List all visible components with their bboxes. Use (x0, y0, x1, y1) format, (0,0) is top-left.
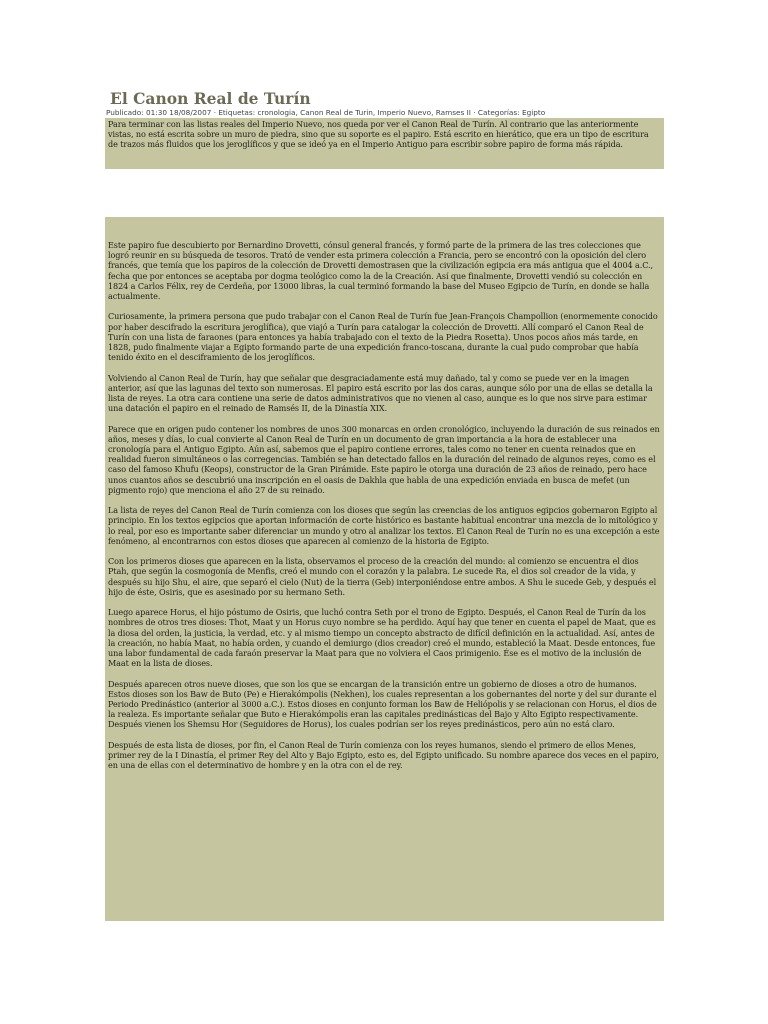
published-value: 01:30 18/08/2007 (145, 108, 212, 117)
paragraph: La lista de reyes del Canon Real de Turín comienza con los dioses que según las creencias de los antiguos egipcios gobernaron Egipto al principio. En los textos egipcios que aportan información de corte histórico es bastante habitual encontrar una mezcla de lo mitológico y lo real, por eso es importante saber diferenciar un mundo y otro al analizar los textos. El Canon Real de Turín no es una excepción a este fenómeno, al encontrarnos con estos dioses que aparecen al comienzo de la historia de Egipto. (108, 505, 660, 546)
paragraph: Parece que en origen pudo contener los nombres de unos 300 monarcas en orden cronológico, incluyendo la duración de sus reinados en años, meses y días, lo cual convierte al Canon Real de Turín en un documento de gran importancia a la hora de establecer una cronología para el Antiguo Egipto. Aún así, sabemos que el papiro contiene errores, tales como no tener en cuenta reinados que en realidad fueron simultáneos o las corregencias. También se han detectado fallos en la duración del reinado de algunos reyes, como es el caso del famoso Khufu (Keops), constructor de la Gran Pirámide. Este papiro le otorga una duración de 23 años de reinado, pero hace unos cuantos años se descubrió una inscripción en el oasis de Dakhla que habla de una expedición enviada en busca de mefet (un pigmento rojo) que menciona el año 27 de su reinado. (108, 423, 660, 495)
paragraph: Volviendo al Canon Real de Turín, hay que señalar que desgraciadamente está muy dañado, tal y como se puede ver en la imagen anterior, así que las lagunas del texto son numerosas. El papiro está escrito por las dos caras, aunque sólo por una de ellas se detalla la lista de reyes. La otra cara contiene una serie de datos administrativos que no vienen al caso, aunque es lo que nos sirve para estimar una datación el papiro en el reinado de Ramsés II, de la Dinastía XIX. (108, 372, 653, 414)
paragraph: Con los primeros dioses que aparecen en la lista, observamos el proceso de la creación del mundo: al comienzo se encuentra el dios Ptah, que según la cosmogonía de Menfis, creó el mundo con el corazón y la palabra. Le sucede Ra, el dios sol creador de la vida, y después su hijo Shu, el aire, que separó el cielo (Nut) de la tierra (Geb) interponiéndose entre ambos. A Shu le sucede Geb, y después el hijo de éste, Osiris, que es asesinado por su hermano Seth. (108, 556, 657, 597)
published-label: Publicado: (106, 108, 144, 117)
article-text (105, 217, 664, 770)
paragraph: Después de esta lista de dioses, por fin, el Canon Real de Turín comienza con los reyes humanos, siendo el primero de ellos Menes, primer rey de la I Dinastía, el primer Rey del Alto y Bajo Egipto, esto es, del Egipto unificado. Su nombre aparece dos veces en el papiro, en una de ellas con el determinativo de hombre y en la otra con el de rey. (108, 739, 659, 771)
page-title: El Canon Real de Turín (110, 89, 311, 108)
tags-label: · Etiquetas: (213, 108, 256, 117)
intro-text: Para terminar con las listas reales del Imperio Nuevo, nos queda por ver el Canon Real de Turín. Al contrario que las anteriormente vistas, no está escrita sobre un muro de piedra, sino que su soporte es el papiro. Está escrito en hierático, que era un tipo de escritura de trazos más fluidos que los jeroglíficos y que se ideó ya en el Imperio Antiguo para escribir sobre papiro de forma más rápida. (108, 119, 649, 150)
category-link[interactable]: Egipto (522, 108, 546, 117)
paragraph: Curiosamente, la primera persona que pudo trabajar con el Canon Real de Turín fue Jean-François Champollion (enormemente conocido por haber descifrado la escritura jeroglífica), que viajó a Turín para catalogar la colección de Drovetti. Allí comparó el Canon Real de Turín con una lista de faraones (para entonces ya había trabajado con el texto de la Piedra Rosetta). Unos pocos años más tarde, en 1828, pudo finalmente viajar a Egipto formando parte de una expedición franco-toscana, durante la cual pudo comprobar que había tenido éxito en el desciframiento de los jeroglíficos. (108, 311, 658, 363)
post-meta (106, 108, 545, 117)
paragraph: Este papiro fue descubierto por Bernardino Drovetti, cónsul general francés, y formó parte de la primera de las tres colecciones que logró reunir en su búsqueda de tesoros. Trató de vender esta primera colección a Francia, pero se encontró con la oposición del clero francés, que temía que los papiros de la colección de Drovetti demostrasen que la civilización egipcia era más antigua que el 4004 a.C., fecha que por entonces se aceptaba por dogma teológico como la de la Creación. Así que finalmente, Drovetti vendió su colección en 1824 a Carlos Félix, rey de Cerdeña, por 13000 libras, la cual terminó formando la base del Museo Egipcio de Turín, en donde se halla actualmente. (108, 240, 653, 302)
tags-links[interactable]: cronologia, Canon Real de Turin, Imperio Nuevo, Ramses II (257, 108, 471, 117)
article-body (105, 217, 664, 921)
intro-block (105, 118, 664, 169)
paragraph: Luego aparece Horus, el hijo póstumo de Osiris, que luchó contra Seth por el trono de Egipto. Después, el Canon Real de Turín da los nombres de otros tres dioses: Thot, Maat y un Horus cuyo nombre se ha perdido. Aquí hay que tener en cuenta el papel de Maat, que es la diosa del orden, la justicia, la verdad, etc. y al mismo tiempo un concepto abstracto de difícil definición en la actualidad. Así, antes de la creación, no había Maat, no había orden, y cuando el demiurgo (dios creador) creó el mundo, estableció la Maat. Desde entonces, fue una labor fundamental de cada faraón preservar la Maat para que no volviera el Caos primigenio. Ése es el motivo de la inclusión de Maat en la lista de dioses. (108, 607, 656, 669)
paragraph: Después aparecen otros nueve dioses, que son los que se encargan de la transición entre un gobierno de dioses a otro de humanos. Estos dioses son los Baw de Buto (Pe) e Hierakómpolis (Nekhen), los cuales representan a los gobernantes del norte y del sur durante el Periodo Predinástico (anterior al 3000 a.C.). Estos dioses en conjunto forman los Baw de Heliópolis y se relacionan con Horus, el dios de la realeza. Es importante señalar que Buto e Hierakómpolis eran las capitales predinásticas del Bajo y Alto Egipto respectivamente. Después vienen los Shemsu Hor (Seguidores de Horus), los cuales podrían ser los reyes predinásticos, pero aún no está claro. (108, 678, 657, 730)
categories-label: · Categorías: (473, 108, 520, 117)
